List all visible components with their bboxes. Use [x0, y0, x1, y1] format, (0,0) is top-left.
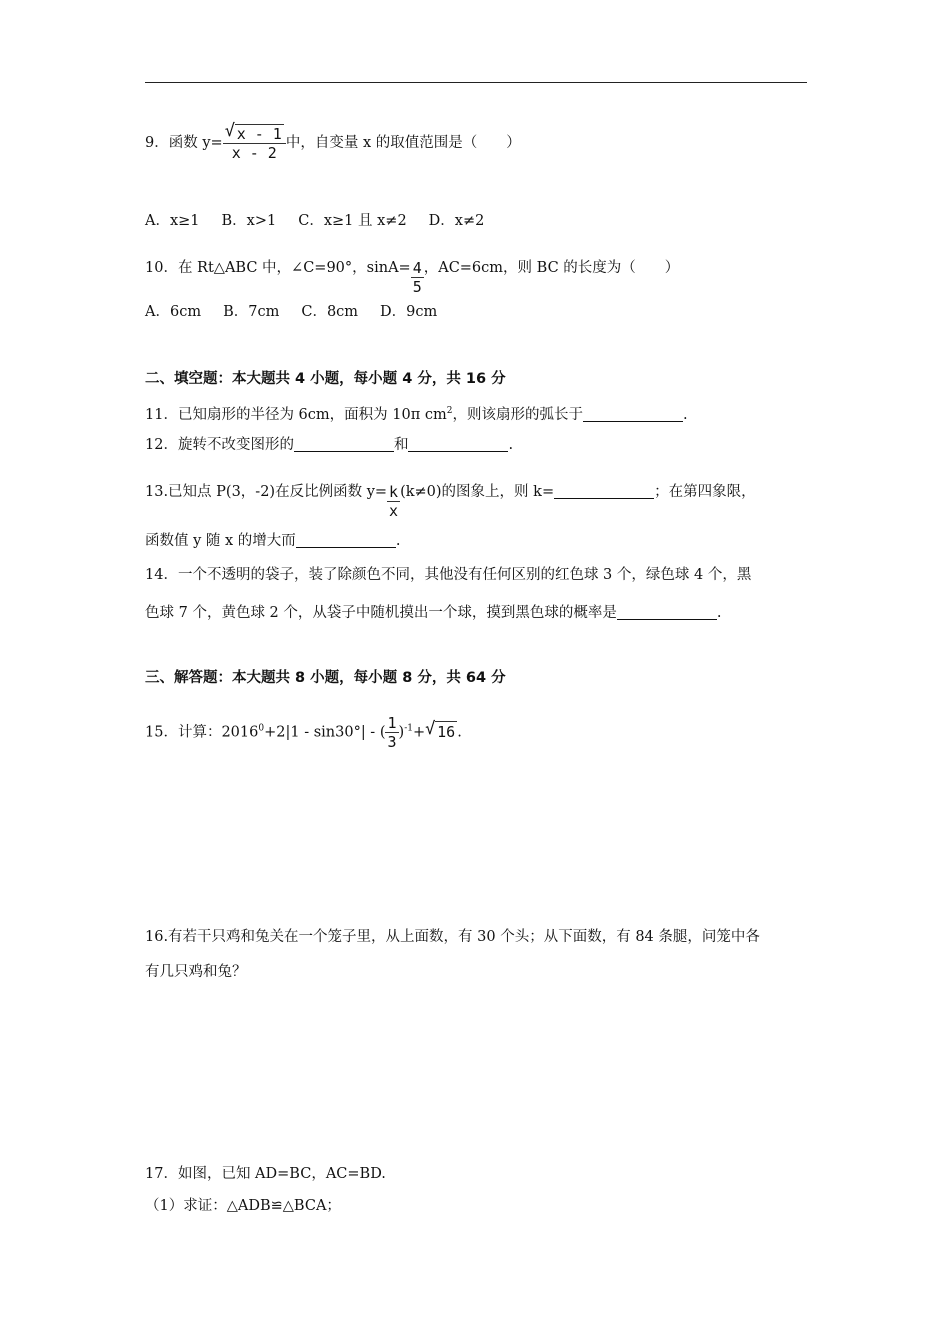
question-16: 16.有若干只鸡和兔关在一个笼子里，从上面数，有 30 个头；从下面数，有 84 条腿，问笼中各: [145, 929, 760, 945]
q10-numerator: 4: [412, 259, 422, 277]
q10-prefix: 10．在 Rt△ABC 中，∠C=90°，sinA=: [145, 260, 411, 276]
q9-option-a: A．x≥1: [145, 213, 200, 229]
q9-suffix: 中，自变量 x 的取值范围是（ ）: [285, 135, 521, 151]
q9-fraction: [223, 121, 286, 162]
q10-option-d: D．9cm: [380, 304, 438, 320]
question-12: 12．旋转不改变图形的 和 .: [145, 437, 514, 453]
question-11: 11．已知扇形的半径为 6cm，面积为 10π $cm^2$，则该扇形的弧长于 .: [145, 406, 688, 423]
q14-answer-blank[interactable]: [617, 603, 717, 620]
q12-answer-blank-1[interactable]: [294, 435, 394, 452]
q10-suffix: ，AC=6cm，则 BC 的长度为（ ）: [423, 260, 680, 276]
question-17: 17．如图，已知 AD=BC，AC=BD.: [145, 1166, 386, 1182]
q10-option-a: A．6cm: [145, 304, 202, 320]
q15-fraction: $\frac{1}{3}$: [387, 714, 397, 751]
sqrt-icon: √ x - 1: [224, 121, 282, 143]
q10-option-b: B．7cm: [223, 304, 280, 320]
q9-option-c: C．x≥1 且 x≠2: [298, 213, 407, 229]
question-14: 14．一个不透明的袋子，装了除颜色不同，其他没有任何区别的红色球 3 个，绿色球 4 个，黑: [145, 567, 752, 583]
question-13-line2: 函数值 y 随 x 的增大而 .: [145, 533, 401, 549]
question-14-line2: 色球 7 个，黄色球 2 个，从袋子中随机摸出一个球，摸到黑色球的概率是 .: [145, 605, 722, 621]
section-2-title: 二、填空题：本大题共 4 小题，每小题 4 分，共 16 分: [145, 371, 506, 387]
sqrt-icon: √ 16: [425, 718, 456, 741]
q13-answer-blank-2[interactable]: [296, 531, 396, 548]
question-9: [145, 121, 521, 162]
q13-answer-blank-1[interactable]: [554, 482, 654, 499]
q10-fraction: [411, 259, 424, 296]
q9-numerator: [223, 121, 286, 144]
q9-option-b: B．x>1: [221, 213, 277, 229]
q9-denominator: x - 2: [231, 144, 277, 162]
question-16-line2: 有几只鸡和兔？: [145, 964, 247, 980]
q9-option-d: D．x≠2: [428, 213, 485, 229]
q9-options: [145, 211, 484, 231]
header-rule: [145, 82, 807, 83]
q10-denominator: 5: [412, 278, 422, 296]
q11-answer-blank[interactable]: [583, 405, 683, 422]
q10-option-c: C．8cm: [301, 304, 359, 320]
q10-options: [145, 302, 437, 322]
q12-answer-blank-2[interactable]: [408, 435, 508, 452]
q13-fraction: $\frac{k}{x}$: [389, 483, 399, 520]
question-17-part1: （1）求证：△ADB≌△BCA；: [145, 1198, 341, 1214]
question-15: 15．计算：$2016^0+2|1 - \sin 30^\circ|$ - ( $\frac{1}{3}$ )$^{-1}$+ √ 16 .: [145, 714, 462, 751]
question-13: 13.已知点 P(3，-2)在反比例函数 y= $\frac{k}{x}$ (k≠0)的图象上，则 k= ；在第四象限，: [145, 483, 756, 520]
question-10: [145, 258, 679, 296]
q9-prefix: 9．函数 y=: [145, 135, 223, 151]
section-3-title: 三、解答题：本大题共 8 小题，每小题 8 分，共 64 分: [145, 670, 506, 686]
